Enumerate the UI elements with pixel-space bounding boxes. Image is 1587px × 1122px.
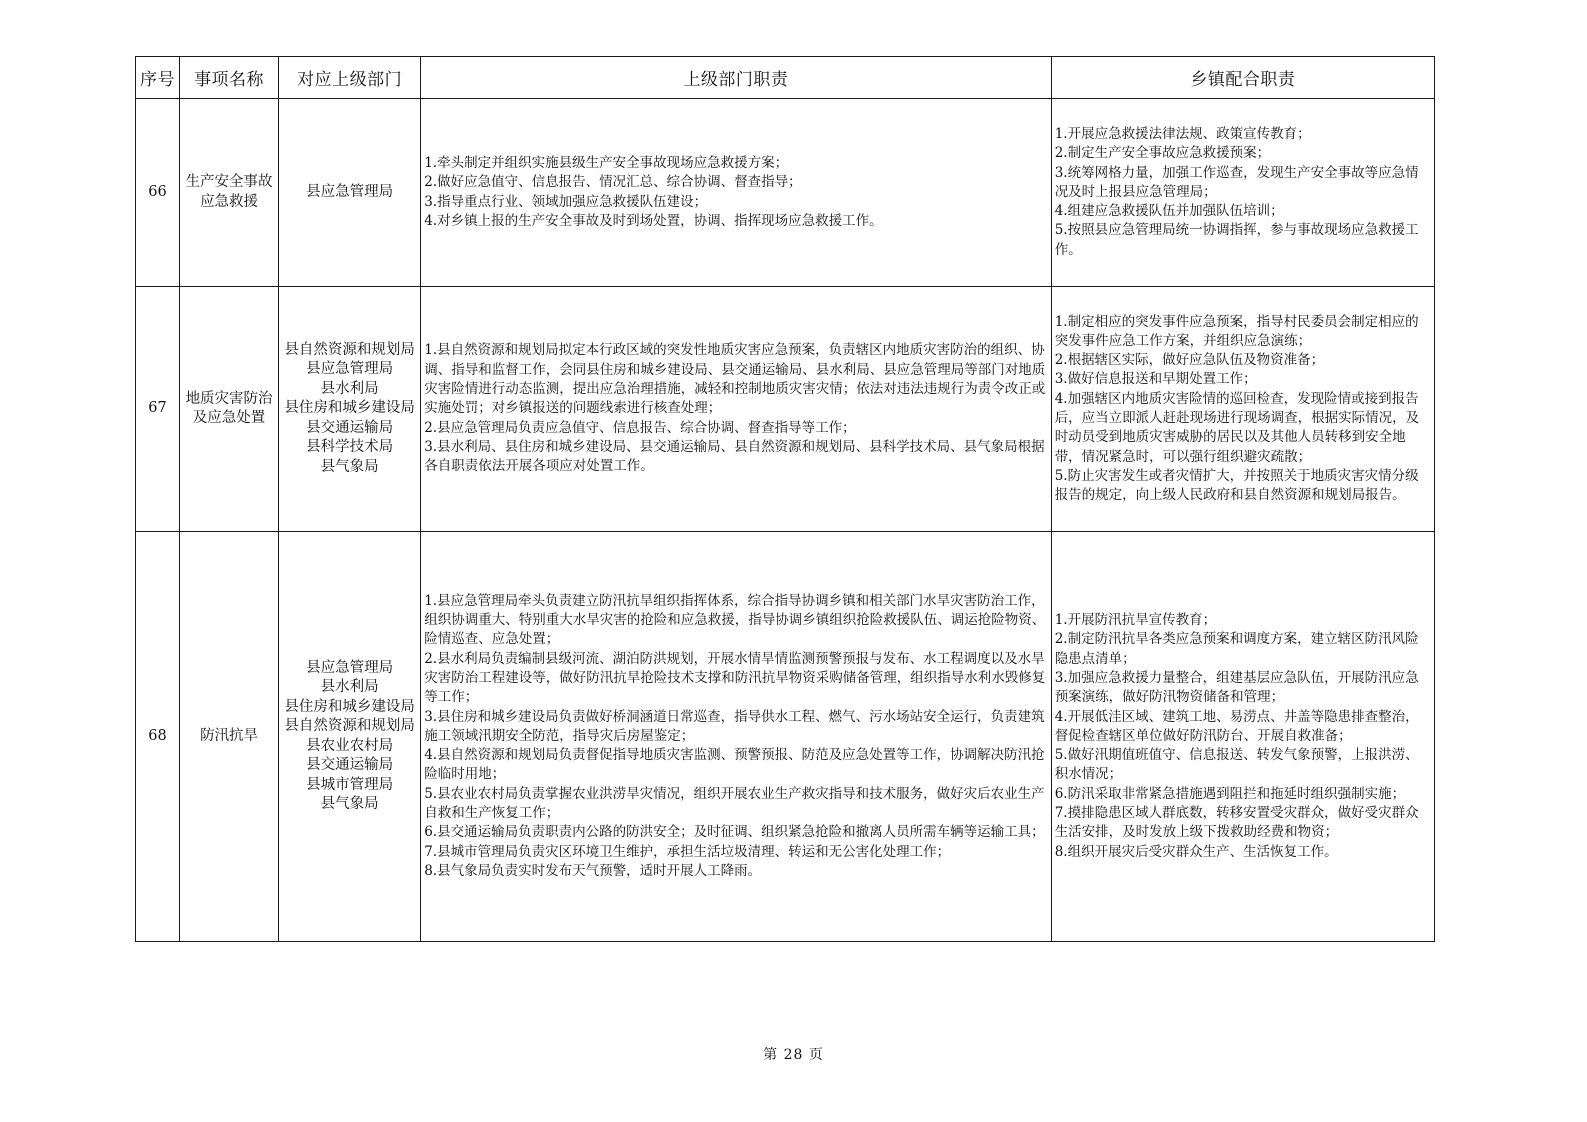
row-item-name: 防汛抗旱 — [180, 532, 279, 942]
header-upper-duty: 上级部门职责 — [421, 57, 1051, 99]
dept-name: 县自然资源和规划局 — [284, 341, 415, 358]
dept-name: 县应急管理局 — [306, 183, 394, 200]
duty-line: 3.县住房和城乡建设局负责做好桥洞涵道日常巡查，指导供水工程、燃气、污水场站安全运行，负责建筑施工领域汛期安全防范，指导灾后房屋鉴定； — [424, 708, 1045, 744]
duty-line: 7.县城市管理局负责灾区环境卫生维护，承担生活垃圾清理、转运和无公害化处理工作； — [424, 843, 951, 860]
duty-line: 1.制定相应的突发事件应急预案，指导村民委员会制定相应的突发事件应急工作方案，并组织应急演练； — [1054, 313, 1419, 349]
dept-name: 县水利局 — [320, 679, 379, 695]
dept-name: 县自然资源和规划局 — [284, 718, 415, 734]
row-seq: 68 — [136, 532, 180, 942]
duty-line: 2.县应急管理局负责应急值守、信息报告、综合协调、督查指导等工作； — [424, 419, 856, 436]
duty-line: 3.加强应急救援力量整合，组建基层应急队伍，开展防汛应急预案演练，做好防汛物资储备和管理； — [1054, 669, 1419, 706]
page-number: 第 28 页 — [763, 1047, 824, 1063]
row-dept-list — [279, 532, 421, 942]
duty-line: 2.制定生产安全事故应急救援预案； — [1054, 145, 1271, 162]
duty-line: 2.做好应急值守、信息报告、情况汇总、综合协调、督查指导； — [424, 174, 802, 191]
duty-line: 6.防汛采取非常紧急措施遇到阻拦和拖延时组织强制实施； — [1054, 785, 1406, 802]
header-upper-dept: 对应上级部门 — [279, 57, 421, 99]
row-dept-list — [279, 99, 421, 287]
duty-line: 4.对乡镇上报的生产安全事故及时到场处置，协调、指挥现场应急救援工作。 — [424, 212, 883, 229]
duty-line: 2.根据辖区实际，做好应急队伍及物资准备； — [1054, 352, 1325, 369]
dept-name: 县住房和城乡建设局 — [284, 698, 415, 715]
row-upper-duty — [421, 99, 1051, 287]
duty-line: 4.开展低洼区域、建筑工地、易涝点、井盖等隐患排查整治，督促检查辖区单位做好防汛防台、开展自救准备； — [1054, 708, 1419, 744]
dept-name: 县城市管理局 — [306, 776, 394, 793]
duty-line: 4.县自然资源和规划局负责督促指导地质灾害监测、预警预报、防范及应急处置等工作，协调解决防汛抢险临时用地； — [424, 747, 1045, 783]
dept-name: 县气象局 — [320, 458, 379, 475]
duty-line: 5.防止灾害发生或者灾情扩大，并按照关于地质灾害灾情分级报告的规定，向上级人民政府和县自然资源和规划局报告。 — [1054, 467, 1419, 504]
duty-line: 3.指导重点行业、领域加强应急救援队伍建设； — [424, 193, 708, 210]
row-town-duty — [1051, 99, 1434, 287]
duty-line: 2.制定防汛抗旱各类应急预案和调度方案，建立辖区防汛风险隐患点清单； — [1054, 631, 1419, 667]
row-item-name: 生产安全事故应急救援 — [180, 99, 279, 287]
duty-line: 5.县农业农村局负责掌握农业洪涝旱灾情况，组织开展农业生产救灾指导和技术服务，做好灾后农业生产自救和生产恢复工作； — [424, 785, 1045, 822]
dept-name: 县住房和城乡建设局 — [284, 400, 415, 417]
dept-name: 县交通运输局 — [306, 757, 394, 773]
row-upper-duty — [421, 532, 1051, 942]
duty-line: 4.加强辖区内地质灾害险情的巡回检查，发现险情或接到报告后，应当立即派人赶赴现场进行现场调查，根据实际情况，及时动员受到地质灾害威胁的居民以及其他人员转移到安全地带，情况紧急时，可以强行组织避灾疏散； — [1054, 390, 1420, 465]
table-row — [136, 287, 1435, 532]
header-town-duty: 乡镇配合职责 — [1051, 57, 1434, 99]
duty-line: 5.做好汛期值班值守、信息报送、转发气象预警，上报洪涝、积水情况； — [1054, 747, 1419, 783]
header-seq: 序号 — [136, 57, 180, 99]
dept-name: 县水利局 — [320, 380, 379, 397]
duty-line: 1.开展防汛抗旱宣传教育； — [1054, 612, 1217, 629]
duty-line: 1.县应急管理局牵头负责建立防汛抗旱组织指挥体系，综合指导协调乡镇和相关部门水旱灾害防治工作，组织协调重大、特别重大水旱灾害的抢险和应急救援，指导协调乡镇组织抢险救援队伍、调运抢险物资、险情巡查、应急处置； — [424, 592, 1046, 648]
duty-table-wrapper — [135, 56, 1435, 942]
duty-line: 6.县交通运输局负责职责内公路的防洪安全；及时征调、组织紧急抢险和撤离人员所需车辆等运输工具； — [424, 824, 1045, 841]
row-dept-list — [279, 287, 421, 532]
duty-line: 7.摸排隐患区域人群底数，转移安置受灾群众，做好受灾群众生活安排，及时发放上级下拨救助经费和物资； — [1054, 805, 1419, 841]
header-item-name: 事项名称 — [180, 57, 279, 99]
duty-line: 2.县水利局负责编制县级河流、湖泊防洪规划，开展水情旱情监测预警预报与发布、水工程调度以及水旱灾害防治工程建设等，做好防汛抗旱抢险技术支撑和防汛抗旱物资采购储备管理，组织指导水利水毁修复等工作； — [424, 650, 1046, 706]
duty-line: 8.县气象局负责实时发布天气预警，适时开展人工降雨。 — [424, 862, 762, 879]
duty-line: 3.县水利局、县住房和城乡建设局、县交通运输局、县自然资源和规划局、县科学技术局、县气象局根据各自职责依法开展各项应对处置工作。 — [424, 438, 1045, 475]
dept-name: 县交通运输局 — [306, 419, 394, 436]
duty-line: 3.统筹网格力量，加强工作巡查，发现生产安全事故等应急情况及时上报县应急管理局； — [1054, 164, 1419, 200]
duty-line: 1.县自然资源和规划局拟定本行政区域的突发性地质灾害应急预案，负责辖区内地质灾害防治的组织、协调、指导和监督工作，会同县住房和城乡建设局、县交通运输局、县水利局、县应急管理局等部门对地质灾害险情进行动态监测，提出应急治理措施，减轻和控制地质灾害灾情；依法对违法违规行为责令改正或实施处罚；对乡镇报送的问题线索进行核查处理； — [424, 342, 1046, 417]
row-town-duty — [1051, 532, 1434, 942]
duty-line: 3.做好信息报送和早期处置工作； — [1054, 371, 1257, 388]
duty-line: 5.按照县应急管理局统一协调指挥，参与事故现场应急救援工作。 — [1054, 222, 1419, 258]
table-row — [136, 532, 1435, 942]
row-seq: 66 — [136, 99, 180, 287]
duty-line: 1.开展应急救援法律法规、政策宣传教育； — [1054, 125, 1311, 142]
row-item-name: 地质灾害防治及应急处置 — [180, 287, 279, 532]
duty-line: 1.牵头制定并组织实施县级生产安全事故现场应急救援方案； — [424, 154, 789, 171]
dept-name: 县农业农村局 — [306, 737, 394, 754]
table-header-row — [136, 57, 1435, 99]
dept-name: 县应急管理局 — [306, 659, 394, 676]
dept-name: 县气象局 — [320, 796, 379, 812]
dept-name: 县科学技术局 — [306, 439, 394, 456]
duty-table — [135, 56, 1435, 942]
dept-name: 县应急管理局 — [306, 361, 394, 378]
duty-line: 8.组织开展灾后受灾群众生产、生活恢复工作。 — [1054, 843, 1338, 860]
row-seq: 67 — [136, 287, 180, 532]
row-town-duty — [1051, 287, 1434, 532]
duty-line: 4.组建应急救援队伍并加强队伍培训； — [1054, 203, 1284, 220]
table-row — [136, 99, 1435, 287]
row-upper-duty — [421, 287, 1051, 532]
